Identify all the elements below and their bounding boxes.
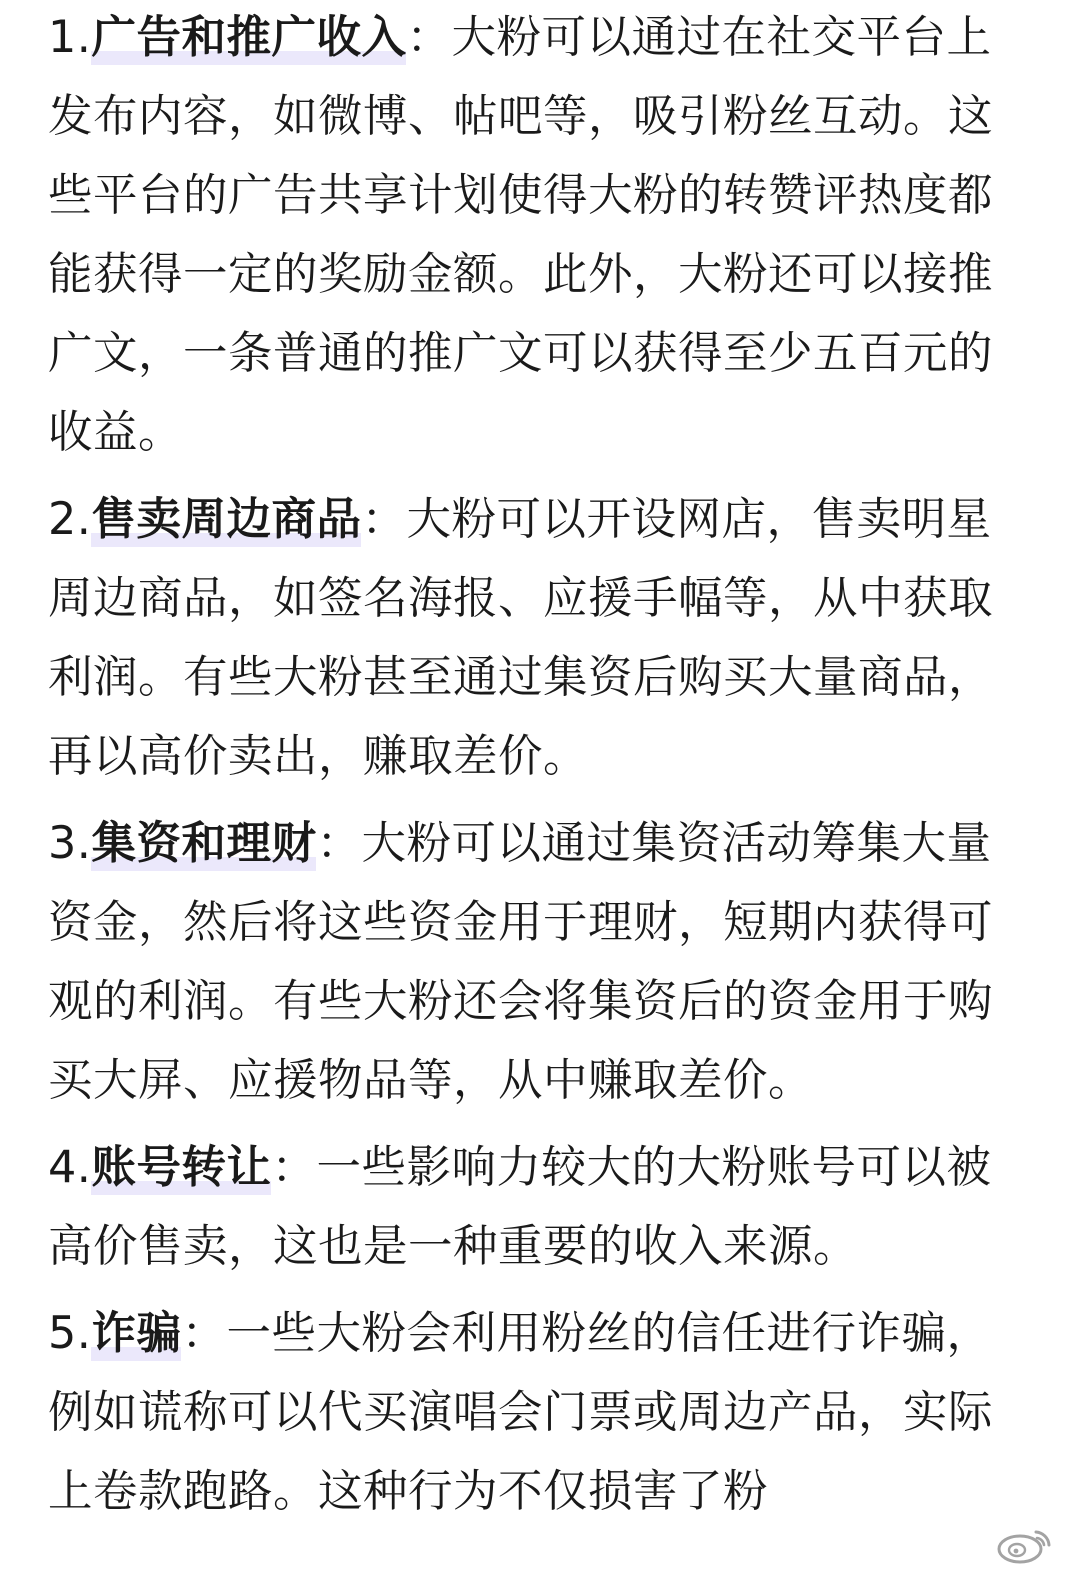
list-item bbox=[48, 1128, 996, 1286]
list-item bbox=[48, 1294, 996, 1531]
item-colon: ： bbox=[361, 494, 407, 545]
item-body: 一些影响力较大的大粉账号可以被高价售卖，这也是一种重要的收入来源。 bbox=[48, 1142, 992, 1272]
item-term: 售卖周边商品 bbox=[91, 494, 362, 545]
item-number: 1. bbox=[48, 12, 92, 63]
item-number: 2. bbox=[48, 494, 92, 545]
list-item bbox=[48, 480, 996, 796]
list-item bbox=[48, 0, 996, 472]
item-colon: ： bbox=[271, 1142, 317, 1193]
item-body: 大粉可以通过在社交平台上发布内容，如微博、帖吧等，吸引粉丝互动。这些平台的广告共享计划使得大粉的转赞评热度都能获得一定的奖励金额。此外，大粉还可以接推广文，一条普通的推广文可以获得至少五百元的收益。 bbox=[48, 12, 994, 458]
item-term: 集资和理财 bbox=[91, 818, 317, 869]
article-body bbox=[48, 0, 996, 1531]
item-colon: ： bbox=[406, 12, 452, 63]
item-term: 广告和推广收入 bbox=[91, 12, 407, 63]
item-number: 4. bbox=[48, 1142, 92, 1193]
item-term: 诈骗 bbox=[91, 1308, 182, 1359]
item-number: 3. bbox=[48, 818, 92, 869]
item-term: 账号转让 bbox=[91, 1142, 272, 1193]
item-colon: ： bbox=[316, 818, 362, 869]
weibo-logo-icon bbox=[996, 1526, 1054, 1564]
bottom-fade bbox=[0, 1541, 1080, 1569]
item-body: 大粉可以通过集资活动筹集大量资金，然后将这些资金用于理财，短期内获得可观的利润。有些大粉还会将集资后的资金用于购买大屏、应援物品等，从中赚取差价。 bbox=[48, 818, 994, 1106]
list-item bbox=[48, 804, 996, 1120]
item-number: 5. bbox=[48, 1308, 92, 1359]
item-body: 大粉可以开设网店，售卖明星周边商品，如签名海报、应援手幅等，从中获取利润。有些大粉甚至通过集资后购买大量商品，再以高价卖出，赚取差价。 bbox=[48, 494, 994, 782]
weibo-watermark bbox=[996, 1525, 1054, 1565]
item-body: 一些大粉会利用粉丝的信任进行诈骗，例如谎称可以代买演唱会门票或周边产品，实际上卷款跑路。这种行为不仅损害了粉 bbox=[48, 1308, 994, 1517]
item-colon: ： bbox=[181, 1308, 227, 1359]
